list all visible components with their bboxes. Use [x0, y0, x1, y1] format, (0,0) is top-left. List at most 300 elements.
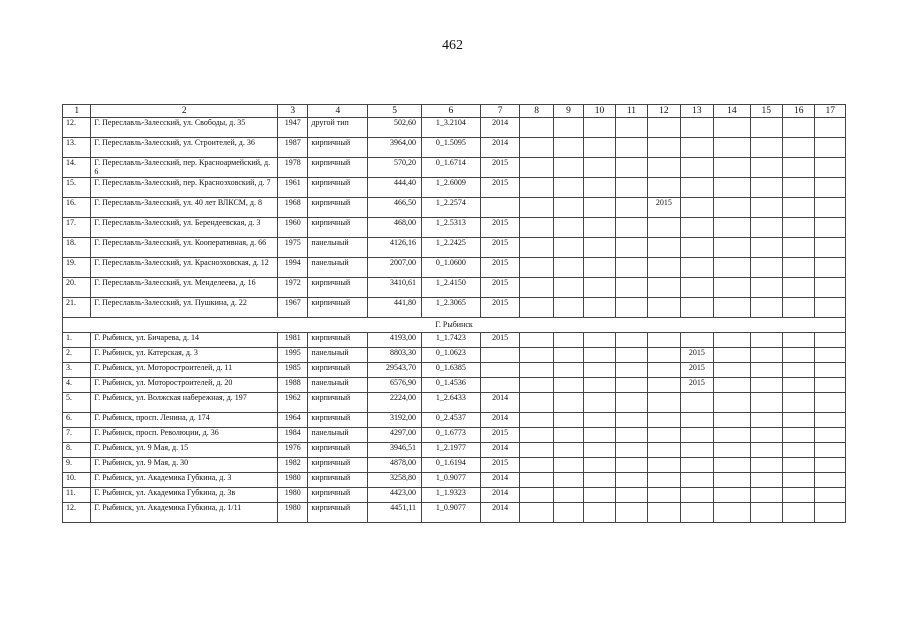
col17-cell: [815, 138, 846, 158]
col14-cell: [714, 198, 751, 218]
wall-material-cell: кирпичный: [308, 218, 368, 238]
col11-cell: [615, 473, 647, 488]
year-cell: 1984: [278, 428, 308, 443]
col13-cell: [680, 258, 713, 278]
col16-cell: [783, 178, 815, 198]
col9-cell: [553, 443, 583, 458]
col16-cell: [783, 413, 815, 428]
wall-material-cell: панельный: [308, 348, 368, 363]
col8-cell: [520, 158, 553, 178]
col15-cell: [750, 473, 782, 488]
row-number-cell: 17.: [63, 218, 91, 238]
area-cell: 4126,16: [368, 238, 422, 258]
table-row: [63, 298, 846, 318]
header-cell: 5: [368, 105, 422, 118]
col15-cell: [750, 238, 782, 258]
wall-material-cell: кирпичный: [308, 473, 368, 488]
wall-material-cell: кирпичный: [308, 363, 368, 378]
col8-cell: [520, 138, 553, 158]
row-number-cell: 14.: [63, 158, 91, 178]
id-cell: 0_1.0623: [422, 348, 481, 363]
col9-cell: [553, 363, 583, 378]
wall-material-cell: кирпичный: [308, 413, 368, 428]
col14-cell: [714, 348, 751, 363]
col14-cell: [714, 393, 751, 413]
row-number-cell: 16.: [63, 198, 91, 218]
table-row: [63, 333, 846, 348]
col12-cell: [648, 138, 680, 158]
col9-cell: [553, 413, 583, 428]
col10-cell: [584, 138, 615, 158]
col17-cell: [815, 298, 846, 318]
address-cell: Г. Рыбинск, ул. Волжская набережная, д. 197: [91, 393, 278, 413]
col16-cell: [783, 428, 815, 443]
year-cell: 1978: [278, 158, 308, 178]
col15-cell: [750, 138, 782, 158]
col15-cell: [750, 363, 782, 378]
col12-cell: [648, 443, 680, 458]
id-cell: 1_2.4150: [422, 278, 481, 298]
id-cell: 0_1.6194: [422, 458, 481, 473]
address-cell: Г. Рыбинск, просп. Революции, д. 36: [91, 428, 278, 443]
address-cell: Г. Рыбинск, ул. Катерская, д. 3: [91, 348, 278, 363]
area-cell: 8803,30: [368, 348, 422, 363]
wall-material-cell: кирпичный: [308, 298, 368, 318]
col12-cell: [648, 413, 680, 428]
row-number-cell: 7.: [63, 428, 91, 443]
col16-cell: [783, 333, 815, 348]
table-row: [63, 413, 846, 428]
col13-cell: [680, 218, 713, 238]
year-cell: 1960: [278, 218, 308, 238]
area-cell: 2224,00: [368, 393, 422, 413]
col15-cell: [750, 198, 782, 218]
year-col7-cell: 2015: [480, 158, 520, 178]
col13-cell: [680, 458, 713, 473]
col12-cell: [648, 503, 680, 523]
address-cell: Г. Рыбинск, ул. Академика Губкина, д. 1/11: [91, 503, 278, 523]
col9-cell: [553, 118, 583, 138]
col8-cell: [520, 178, 553, 198]
col10-cell: [584, 348, 615, 363]
col14-cell: [714, 298, 751, 318]
year-cell: 1968: [278, 198, 308, 218]
col14-cell: [714, 158, 751, 178]
address-cell: Г. Рыбинск, ул. 9 Мая, д. 30: [91, 458, 278, 473]
header-cell: 14: [714, 105, 751, 118]
col14-cell: [714, 258, 751, 278]
col15-cell: [750, 428, 782, 443]
year-col7-cell: 2015: [480, 178, 520, 198]
col10-cell: [584, 198, 615, 218]
col12-cell: [648, 333, 680, 348]
col16-cell: [783, 443, 815, 458]
row-number-cell: 10.: [63, 473, 91, 488]
col11-cell: [615, 258, 647, 278]
col16-cell: [783, 238, 815, 258]
id-cell: 1_1.9323: [422, 488, 481, 503]
col15-cell: [750, 218, 782, 238]
table-row: [63, 428, 846, 443]
id-cell: 1_2.3065: [422, 298, 481, 318]
col17-cell: [815, 443, 846, 458]
col17-cell: [815, 333, 846, 348]
year-col7-cell: 2014: [480, 393, 520, 413]
year-col7-cell: 2015: [480, 428, 520, 443]
col12-cell: [648, 298, 680, 318]
col9-cell: [553, 218, 583, 238]
wall-material-cell: панельный: [308, 238, 368, 258]
id-cell: 1_2.1977: [422, 443, 481, 458]
year-cell: 1961: [278, 178, 308, 198]
col9-cell: [553, 503, 583, 523]
col10-cell: [584, 218, 615, 238]
col11-cell: [615, 118, 647, 138]
col16-cell: [783, 298, 815, 318]
col9-cell: [553, 458, 583, 473]
col13-cell: [680, 298, 713, 318]
col11-cell: [615, 378, 647, 393]
col12-cell: [648, 393, 680, 413]
col12-cell: [648, 458, 680, 473]
col9-cell: [553, 138, 583, 158]
col12-cell: [648, 348, 680, 363]
col10-cell: [584, 178, 615, 198]
address-cell: Г. Рыбинск, ул. Моторостроителей, д. 11: [91, 363, 278, 378]
address-cell: Г. Переславль-Залесский, ул. Строителей, д. 36: [91, 138, 278, 158]
id-cell: 1_3.2104: [422, 118, 481, 138]
col17-cell: [815, 118, 846, 138]
year-cell: 1980: [278, 488, 308, 503]
row-number-cell: 15.: [63, 178, 91, 198]
year-cell: 1994: [278, 258, 308, 278]
col11-cell: [615, 393, 647, 413]
col14-cell: [714, 178, 751, 198]
col8-cell: [520, 428, 553, 443]
area-cell: 29543,70: [368, 363, 422, 378]
col14-cell: [714, 488, 751, 503]
wall-material-cell: кирпичный: [308, 333, 368, 348]
id-cell: 1_2.6009: [422, 178, 481, 198]
col12-cell: [648, 378, 680, 393]
col10-cell: [584, 503, 615, 523]
header-cell: 17: [815, 105, 846, 118]
col16-cell: [783, 503, 815, 523]
col11-cell: [615, 158, 647, 178]
wall-material-cell: кирпичный: [308, 393, 368, 413]
col13-cell: [680, 198, 713, 218]
year-col7-cell: 2014: [480, 473, 520, 488]
col10-cell: [584, 378, 615, 393]
area-cell: 4451,11: [368, 503, 422, 523]
col17-cell: [815, 178, 846, 198]
id-cell: 0_2.4537: [422, 413, 481, 428]
col10-cell: [584, 488, 615, 503]
row-number-cell: 12.: [63, 118, 91, 138]
area-cell: 4297,00: [368, 428, 422, 443]
col8-cell: [520, 278, 553, 298]
table-row: [63, 238, 846, 258]
col14-cell: [714, 363, 751, 378]
col12-cell: [648, 178, 680, 198]
table-row: [63, 278, 846, 298]
year-cell: 1985: [278, 363, 308, 378]
col16-cell: [783, 118, 815, 138]
col17-cell: [815, 393, 846, 413]
row-number-cell: 18.: [63, 238, 91, 258]
year-col7-cell: 2015: [480, 258, 520, 278]
col15-cell: [750, 118, 782, 138]
col15-cell: [750, 488, 782, 503]
year-cell: 1967: [278, 298, 308, 318]
col15-cell: [750, 458, 782, 473]
col9-cell: [553, 198, 583, 218]
col10-cell: [584, 158, 615, 178]
col11-cell: [615, 443, 647, 458]
table-row: [63, 443, 846, 458]
col10-cell: [584, 363, 615, 378]
col15-cell: [750, 333, 782, 348]
col17-cell: [815, 378, 846, 393]
col10-cell: [584, 458, 615, 473]
wall-material-cell: кирпичный: [308, 198, 368, 218]
col8-cell: [520, 333, 553, 348]
area-cell: 4423,00: [368, 488, 422, 503]
year-col7-cell: 2014: [480, 488, 520, 503]
col14-cell: [714, 138, 751, 158]
col15-cell: [750, 378, 782, 393]
col9-cell: [553, 393, 583, 413]
col17-cell: [815, 238, 846, 258]
col13-cell: [680, 443, 713, 458]
col8-cell: [520, 218, 553, 238]
col11-cell: [615, 363, 647, 378]
col8-cell: [520, 348, 553, 363]
col17-cell: [815, 458, 846, 473]
header-cell: 11: [615, 105, 647, 118]
header-cell: 16: [783, 105, 815, 118]
table-row: [63, 348, 846, 363]
year-col7-cell: 2014: [480, 118, 520, 138]
col16-cell: [783, 278, 815, 298]
row-number-cell: 20.: [63, 278, 91, 298]
row-number-cell: 2.: [63, 348, 91, 363]
col11-cell: [615, 458, 647, 473]
col15-cell: [750, 393, 782, 413]
area-cell: 4878,00: [368, 458, 422, 473]
table-row: [63, 138, 846, 158]
col12-cell: [648, 278, 680, 298]
header-cell: 6: [422, 105, 481, 118]
year-cell: 1980: [278, 473, 308, 488]
col10-cell: [584, 258, 615, 278]
col16-cell: [783, 218, 815, 238]
col11-cell: [615, 218, 647, 238]
col9-cell: [553, 298, 583, 318]
address-cell: Г. Переславль-Залесский, ул. Кооперативная, д. 66: [91, 238, 278, 258]
year-col7-cell: [480, 363, 520, 378]
id-cell: 1_0.9077: [422, 503, 481, 523]
col16-cell: [783, 258, 815, 278]
col8-cell: [520, 378, 553, 393]
header-cell: 13: [680, 105, 713, 118]
row-number-cell: 13.: [63, 138, 91, 158]
col10-cell: [584, 413, 615, 428]
area-cell: 3258,80: [368, 473, 422, 488]
col11-cell: [615, 278, 647, 298]
id-cell: 1_2.2425: [422, 238, 481, 258]
year-cell: 1981: [278, 333, 308, 348]
year-cell: 1988: [278, 378, 308, 393]
row-number-cell: 11.: [63, 488, 91, 503]
col10-cell: [584, 393, 615, 413]
col17-cell: [815, 488, 846, 503]
col11-cell: [615, 428, 647, 443]
col8-cell: [520, 393, 553, 413]
header-cell: 12: [648, 105, 680, 118]
col10-cell: [584, 443, 615, 458]
area-cell: 441,80: [368, 298, 422, 318]
col17-cell: [815, 278, 846, 298]
col8-cell: [520, 238, 553, 258]
wall-material-cell: кирпичный: [308, 158, 368, 178]
col12-cell: [648, 218, 680, 238]
address-cell: Г. Переславль-Залесский, ул. 40 лет ВЛКСМ, д. 8: [91, 198, 278, 218]
col14-cell: [714, 278, 751, 298]
area-cell: 570,20: [368, 158, 422, 178]
header-cell: 3: [278, 105, 308, 118]
wall-material-cell: кирпичный: [308, 503, 368, 523]
id-cell: 0_1.6773: [422, 428, 481, 443]
col9-cell: [553, 488, 583, 503]
id-cell: 0_1.6714: [422, 158, 481, 178]
col14-cell: [714, 333, 751, 348]
col16-cell: [783, 378, 815, 393]
col8-cell: [520, 443, 553, 458]
col8-cell: [520, 298, 553, 318]
col8-cell: [520, 258, 553, 278]
year-col7-cell: [480, 198, 520, 218]
col17-cell: [815, 258, 846, 278]
row-number-cell: 21.: [63, 298, 91, 318]
col13-cell: [680, 488, 713, 503]
col15-cell: [750, 413, 782, 428]
address-cell: Г. Рыбинск, ул. Бичарева, д. 14: [91, 333, 278, 348]
table-row: [63, 378, 846, 393]
header-cell: 15: [750, 105, 782, 118]
row-number-cell: 19.: [63, 258, 91, 278]
area-cell: 502,60: [368, 118, 422, 138]
area-cell: 3192,00: [368, 413, 422, 428]
col8-cell: [520, 503, 553, 523]
address-cell: Г. Переславль-Залесский, ул. Красноэховская, д. 12: [91, 258, 278, 278]
area-cell: 468,00: [368, 218, 422, 238]
col10-cell: [584, 473, 615, 488]
col11-cell: [615, 348, 647, 363]
year-col7-cell: [480, 348, 520, 363]
id-cell: 0_1.0600: [422, 258, 481, 278]
col15-cell: [750, 158, 782, 178]
address-cell: Г. Рыбинск, ул. 9 Мая, д. 15: [91, 443, 278, 458]
address-cell: Г. Переславль-Залесский, пер. Красноэховский, д. 7: [91, 178, 278, 198]
table-row: [63, 503, 846, 523]
col15-cell: [750, 348, 782, 363]
col10-cell: [584, 278, 615, 298]
area-cell: 6576,90: [368, 378, 422, 393]
year-cell: 1982: [278, 458, 308, 473]
col9-cell: [553, 158, 583, 178]
table-row: [63, 393, 846, 413]
col12-cell: 2015: [648, 198, 680, 218]
col10-cell: [584, 118, 615, 138]
address-cell: Г. Рыбинск, ул. Академика Губкина, д. 3в: [91, 488, 278, 503]
header-row: [63, 105, 846, 118]
housing-register-table: [62, 104, 846, 523]
header-cell: 8: [520, 105, 553, 118]
header-cell: 4: [308, 105, 368, 118]
col16-cell: [783, 198, 815, 218]
year-cell: 1972: [278, 278, 308, 298]
wall-material-cell: кирпичный: [308, 458, 368, 473]
col11-cell: [615, 298, 647, 318]
col17-cell: [815, 218, 846, 238]
year-cell: 1976: [278, 443, 308, 458]
col17-cell: [815, 473, 846, 488]
col13-cell: [680, 473, 713, 488]
col14-cell: [714, 443, 751, 458]
table-row: [63, 118, 846, 138]
year-col7-cell: 2014: [480, 503, 520, 523]
table-row: [63, 473, 846, 488]
wall-material-cell: кирпичный: [308, 443, 368, 458]
col10-cell: [584, 238, 615, 258]
col15-cell: [750, 298, 782, 318]
col9-cell: [553, 178, 583, 198]
year-cell: 1964: [278, 413, 308, 428]
col8-cell: [520, 363, 553, 378]
col17-cell: [815, 348, 846, 363]
col9-cell: [553, 278, 583, 298]
address-cell: Г. Переславль-Залесский, ул. Менделеева, д. 16: [91, 278, 278, 298]
id-cell: 0_1.5095: [422, 138, 481, 158]
row-number-cell: 6.: [63, 413, 91, 428]
col11-cell: [615, 198, 647, 218]
col13-cell: 2015: [680, 348, 713, 363]
wall-material-cell: другой тип: [308, 118, 368, 138]
row-number-cell: 12.: [63, 503, 91, 523]
table-row: [63, 158, 846, 178]
col8-cell: [520, 488, 553, 503]
year-cell: 1987: [278, 138, 308, 158]
col8-cell: [520, 118, 553, 138]
col13-cell: 2015: [680, 378, 713, 393]
area-cell: 2007,00: [368, 258, 422, 278]
col17-cell: [815, 428, 846, 443]
year-col7-cell: 2014: [480, 443, 520, 458]
col13-cell: [680, 138, 713, 158]
col12-cell: [648, 428, 680, 443]
id-cell: 1_2.6433: [422, 393, 481, 413]
col16-cell: [783, 363, 815, 378]
page-number: 462: [442, 38, 463, 53]
year-cell: 1995: [278, 348, 308, 363]
year-col7-cell: 2015: [480, 458, 520, 473]
header-cell: 9: [553, 105, 583, 118]
col13-cell: [680, 333, 713, 348]
col14-cell: [714, 218, 751, 238]
col14-cell: [714, 238, 751, 258]
year-cell: 1962: [278, 393, 308, 413]
